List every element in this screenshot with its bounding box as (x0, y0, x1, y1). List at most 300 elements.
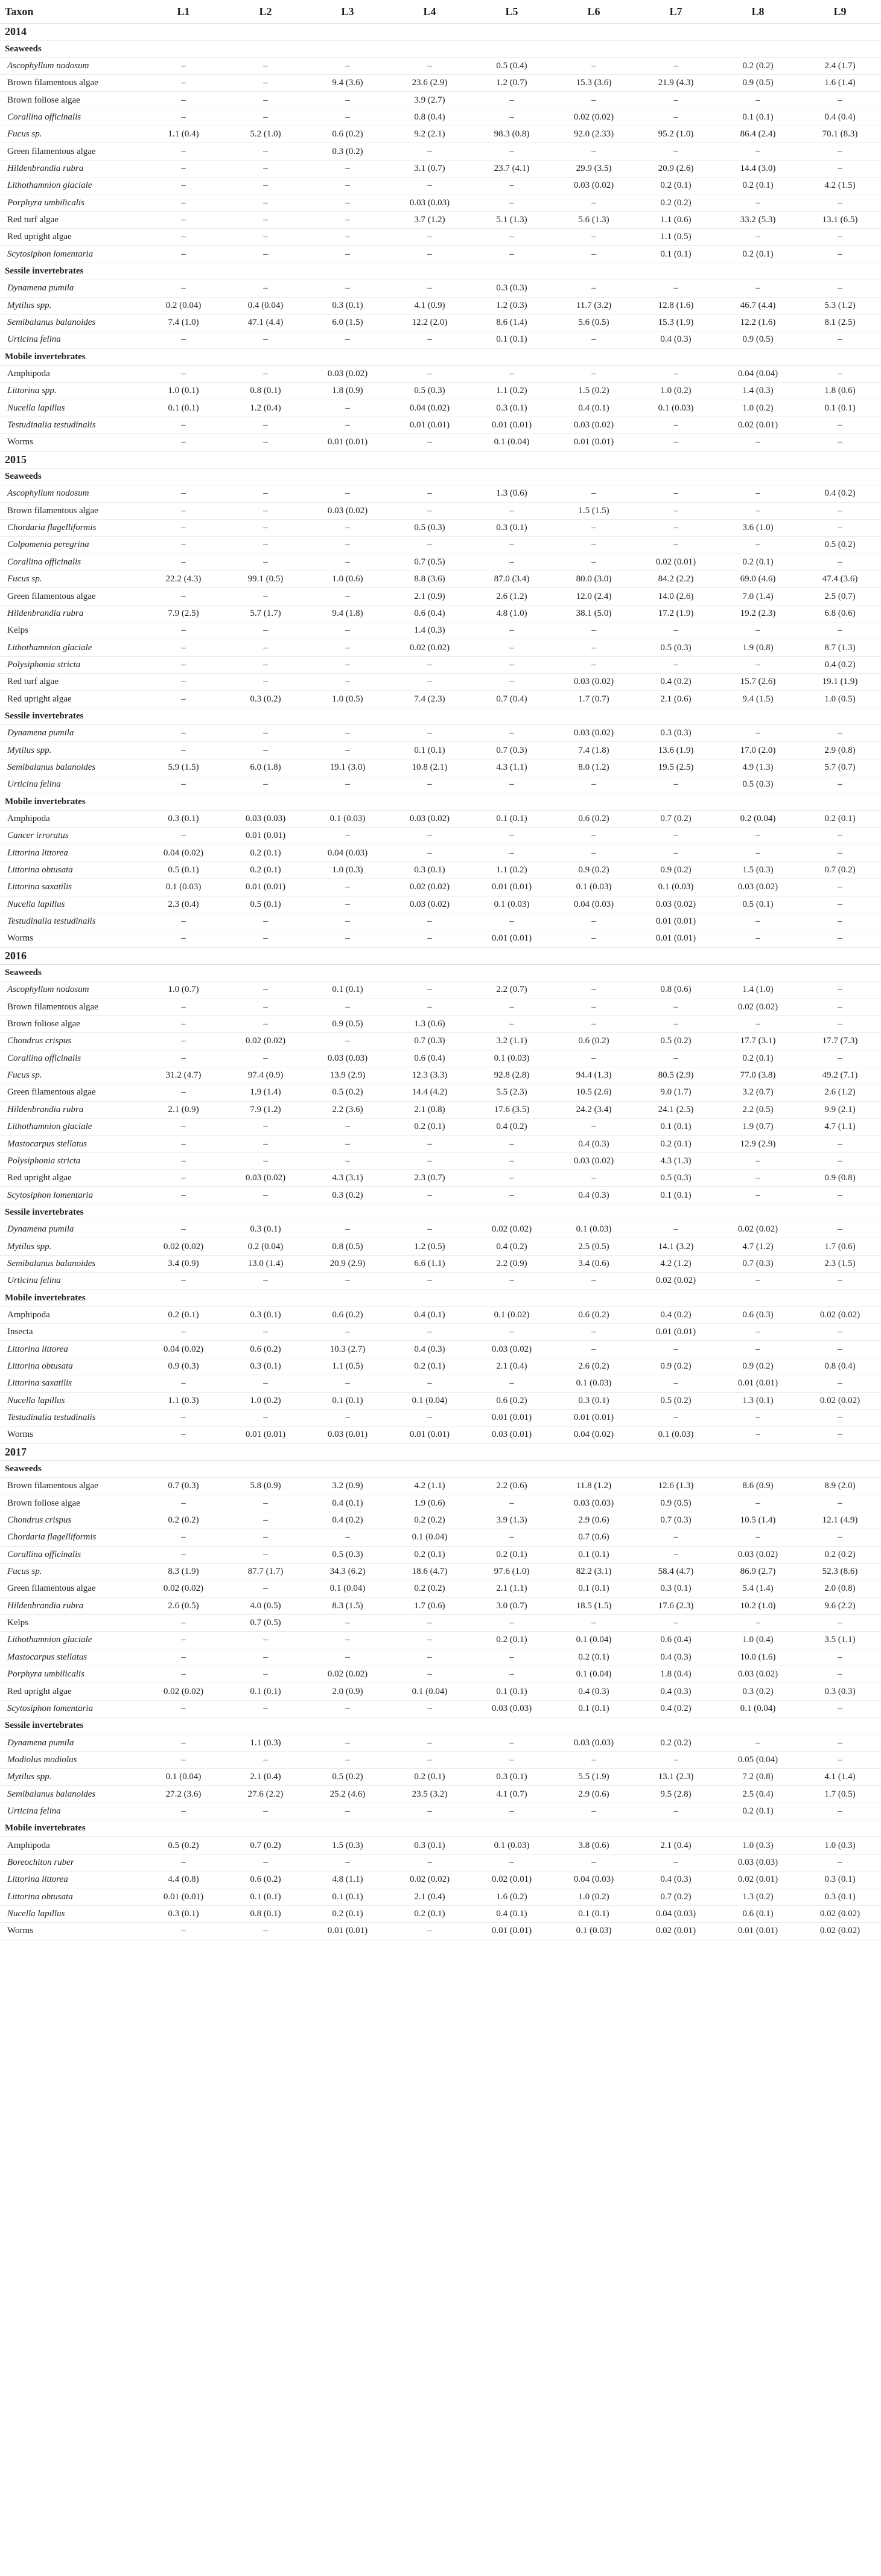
value-cell: 0.4 (0.3) (553, 1187, 635, 1204)
year-label: 2015 (0, 451, 881, 468)
value-cell: 0.1 (0.1) (553, 1700, 635, 1717)
value-cell: – (799, 879, 881, 896)
value-cell: 0.01 (0.01) (389, 1427, 471, 1443)
value-cell: – (224, 194, 307, 211)
table-row (0, 742, 881, 759)
value-cell: – (471, 109, 553, 126)
value-cell: – (224, 1136, 307, 1152)
taxon-cell: Brown foliose algae (0, 1015, 142, 1032)
value-cell: 0.2 (0.04) (142, 297, 224, 314)
value-cell: – (307, 1375, 389, 1392)
value-cell: 0.3 (0.2) (307, 1187, 389, 1204)
table-row (0, 1888, 881, 1905)
value-cell: 0.3 (0.2) (224, 691, 307, 708)
value-cell: – (142, 930, 224, 947)
value-cell: 2.9 (0.8) (799, 742, 881, 759)
value-cell: 8.6 (0.9) (717, 1478, 799, 1495)
value-cell: – (471, 1136, 553, 1152)
value-cell: 1.9 (0.7) (717, 1119, 799, 1136)
value-cell: 0.2 (0.2) (717, 57, 799, 74)
value-cell: 80.0 (3.0) (553, 571, 635, 588)
value-cell: – (799, 1324, 881, 1341)
value-cell: – (799, 999, 881, 1015)
value-cell: 0.1 (0.02) (471, 1306, 553, 1323)
value-cell: 0.4 (0.1) (471, 1905, 553, 1922)
value-cell: 0.01 (0.01) (471, 1409, 553, 1426)
value-cell: – (553, 1324, 635, 1341)
value-cell: – (224, 1512, 307, 1529)
value-cell: 0.1 (0.1) (307, 1392, 389, 1409)
value-cell: – (224, 57, 307, 74)
value-cell: 0.02 (0.02) (799, 1306, 881, 1323)
header-l4: L4 (389, 0, 471, 24)
value-cell: – (717, 845, 799, 861)
value-cell: 92.0 (2.33) (553, 126, 635, 143)
value-cell: 23.6 (2.9) (389, 75, 471, 92)
table-row (0, 314, 881, 331)
value-cell: – (389, 982, 471, 999)
table-row (0, 810, 881, 827)
taxon-cell: Nucella lapillus (0, 1905, 142, 1922)
taxon-cell: Fucus sp. (0, 1563, 142, 1580)
value-cell: 0.3 (0.2) (717, 1683, 799, 1700)
value-cell: 0.3 (0.2) (307, 143, 389, 160)
value-cell: 0.5 (0.2) (635, 1392, 717, 1409)
year-label: 2016 (0, 947, 881, 964)
value-cell: 2.3 (0.7) (389, 1170, 471, 1187)
taxon-cell: Littorina littorea (0, 1341, 142, 1358)
value-cell: – (717, 1427, 799, 1443)
value-cell: – (553, 1050, 635, 1067)
value-cell: 1.0 (0.4) (717, 1632, 799, 1649)
value-cell: 21.9 (4.3) (635, 75, 717, 92)
value-cell: – (717, 1170, 799, 1187)
value-cell: – (307, 1700, 389, 1717)
value-cell: – (142, 742, 224, 759)
value-cell: 0.2 (0.04) (224, 1238, 307, 1255)
value-cell: – (142, 1136, 224, 1152)
taxon-cell: Green filamentous algae (0, 588, 142, 605)
value-cell: 0.7 (0.2) (799, 861, 881, 878)
table-row (0, 1427, 881, 1443)
value-cell: 4.7 (1.2) (717, 1238, 799, 1255)
value-cell: – (389, 1649, 471, 1666)
value-cell: 1.0 (0.3) (799, 1837, 881, 1854)
value-cell: 0.2 (0.1) (224, 861, 307, 878)
value-cell: – (142, 776, 224, 793)
value-cell: 14.4 (4.2) (389, 1084, 471, 1101)
value-cell: – (224, 485, 307, 502)
value-cell: 0.8 (0.4) (799, 1358, 881, 1375)
value-cell: 12.2 (1.6) (717, 314, 799, 331)
value-cell: 0.3 (0.1) (635, 1580, 717, 1597)
value-cell: – (717, 1341, 799, 1358)
table-row (0, 1152, 881, 1169)
value-cell: – (553, 776, 635, 793)
value-cell: 23.5 (3.2) (389, 1786, 471, 1803)
value-cell: – (799, 229, 881, 246)
value-cell: 1.4 (0.3) (717, 383, 799, 400)
table-row (0, 1478, 881, 1495)
value-cell: 70.1 (8.3) (799, 126, 881, 143)
value-cell: – (799, 519, 881, 536)
section-row (0, 964, 881, 981)
taxon-cell: Cancer irroratus (0, 828, 142, 845)
section-label: Seaweeds (0, 468, 881, 485)
taxon-cell: Lithothamnion glaciale (0, 639, 142, 656)
value-cell: – (224, 1803, 307, 1820)
value-cell: – (471, 622, 553, 639)
value-cell: 13.1 (2.3) (635, 1769, 717, 1786)
value-cell: – (799, 725, 881, 742)
section-label: Sessile invertebrates (0, 1718, 881, 1734)
taxon-cell: Fucus sp. (0, 571, 142, 588)
value-cell: – (224, 1050, 307, 1067)
table-row (0, 622, 881, 639)
value-cell: – (307, 331, 389, 348)
value-cell: – (553, 194, 635, 211)
value-cell: – (799, 1273, 881, 1290)
value-cell: 0.02 (0.01) (635, 1923, 717, 1940)
value-cell: – (471, 1529, 553, 1546)
value-cell: 0.02 (0.02) (389, 1871, 471, 1888)
value-cell: – (799, 845, 881, 861)
value-cell: 4.1 (0.7) (471, 1786, 553, 1803)
value-cell: 0.7 (0.6) (553, 1529, 635, 1546)
section-label: Mobile invertebrates (0, 1290, 881, 1306)
value-cell: 3.8 (0.6) (553, 1837, 635, 1854)
value-cell: – (717, 194, 799, 211)
value-cell: – (307, 1409, 389, 1426)
value-cell: 1.4 (0.3) (389, 622, 471, 639)
value-cell: 7.2 (0.8) (717, 1769, 799, 1786)
value-cell: – (224, 109, 307, 126)
value-cell: 5.6 (1.3) (553, 211, 635, 228)
value-cell: 0.1 (0.04) (553, 1632, 635, 1649)
taxon-cell: Nucella lapillus (0, 1392, 142, 1409)
value-cell: – (717, 622, 799, 639)
value-cell: 14.4 (3.0) (717, 160, 799, 177)
value-cell: 69.0 (4.6) (717, 571, 799, 588)
table-row (0, 537, 881, 554)
value-cell: – (553, 1170, 635, 1187)
value-cell: 0.1 (0.1) (553, 1546, 635, 1563)
taxon-cell: Colpomenia peregrina (0, 537, 142, 554)
value-cell: 0.01 (0.01) (635, 913, 717, 930)
value-cell: 2.1 (0.6) (635, 691, 717, 708)
value-cell: – (307, 400, 389, 417)
value-cell: – (142, 1050, 224, 1067)
value-cell: – (799, 776, 881, 793)
value-cell: 0.04 (0.03) (553, 1871, 635, 1888)
value-cell: 0.1 (0.04) (717, 1700, 799, 1717)
value-cell: 0.3 (0.3) (471, 280, 553, 297)
value-cell: 0.2 (0.1) (799, 810, 881, 827)
value-cell: 3.2 (0.9) (307, 1478, 389, 1495)
value-cell: 0.03 (0.02) (389, 896, 471, 913)
value-cell: 0.4 (0.2) (635, 1306, 717, 1323)
value-cell: 33.2 (5.3) (717, 211, 799, 228)
value-cell: 0.7 (0.3) (471, 742, 553, 759)
value-cell: 0.2 (0.1) (389, 1358, 471, 1375)
table-row (0, 1255, 881, 1272)
value-cell: – (799, 1221, 881, 1238)
value-cell: 0.1 (0.04) (389, 1529, 471, 1546)
value-cell: 2.1 (0.9) (142, 1101, 224, 1118)
taxon-cell: Worms (0, 1923, 142, 1940)
value-cell: 2.4 (1.7) (799, 57, 881, 74)
taxon-cell: Littorina littorea (0, 1871, 142, 1888)
value-cell: 13.6 (1.9) (635, 742, 717, 759)
value-cell: 20.9 (2.6) (635, 160, 717, 177)
value-cell: 6.8 (0.6) (799, 605, 881, 622)
taxon-cell: Red upright algae (0, 691, 142, 708)
value-cell: – (142, 331, 224, 348)
value-cell: – (224, 1015, 307, 1032)
table-row (0, 365, 881, 382)
value-cell: 4.2 (1.2) (635, 1255, 717, 1272)
taxon-cell: Lithothamnion glaciale (0, 177, 142, 194)
table-row (0, 776, 881, 793)
value-cell: – (471, 845, 553, 861)
value-cell: 27.6 (2.2) (224, 1786, 307, 1803)
taxon-cell: Worms (0, 1427, 142, 1443)
value-cell: – (471, 828, 553, 845)
value-cell: 0.5 (0.3) (717, 776, 799, 793)
value-cell: 0.03 (0.02) (307, 365, 389, 382)
section-row (0, 1290, 881, 1306)
value-cell: – (717, 656, 799, 673)
value-cell: – (635, 1751, 717, 1768)
value-cell: 1.0 (0.5) (307, 691, 389, 708)
value-cell: – (471, 725, 553, 742)
value-cell: – (142, 1409, 224, 1426)
value-cell: – (224, 742, 307, 759)
value-cell: 0.3 (0.1) (224, 1221, 307, 1238)
value-cell: 10.5 (2.6) (553, 1084, 635, 1101)
value-cell: 52.3 (8.6) (799, 1563, 881, 1580)
value-cell: 24.2 (3.4) (553, 1101, 635, 1118)
value-cell: 84.2 (2.2) (635, 571, 717, 588)
value-cell: 8.6 (1.4) (471, 314, 553, 331)
value-cell: – (307, 622, 389, 639)
value-cell: 23.7 (4.1) (471, 160, 553, 177)
value-cell: 92.8 (2.8) (471, 1067, 553, 1084)
section-row (0, 793, 881, 810)
value-cell: 8.8 (3.6) (389, 571, 471, 588)
value-cell: – (553, 143, 635, 160)
value-cell: 4.4 (0.8) (142, 1871, 224, 1888)
value-cell: 0.6 (0.2) (471, 1392, 553, 1409)
value-cell: 0.1 (0.1) (471, 331, 553, 348)
value-cell: – (717, 930, 799, 947)
value-cell: – (553, 229, 635, 246)
value-cell: 9.9 (2.1) (799, 1101, 881, 1118)
value-cell: – (553, 1854, 635, 1871)
value-cell: – (389, 1273, 471, 1290)
value-cell: 1.5 (0.3) (307, 1837, 389, 1854)
table-row (0, 605, 881, 622)
value-cell: – (717, 1015, 799, 1032)
value-cell: 5.7 (1.7) (224, 605, 307, 622)
value-cell: 20.9 (2.9) (307, 1255, 389, 1272)
value-cell: 0.04 (0.04) (717, 365, 799, 382)
value-cell: – (142, 1221, 224, 1238)
value-cell: 0.1 (0.03) (553, 1221, 635, 1238)
value-cell: – (471, 1273, 553, 1290)
value-cell: 1.6 (1.4) (799, 75, 881, 92)
value-cell: 0.02 (0.02) (717, 1221, 799, 1238)
value-cell: – (389, 229, 471, 246)
value-cell: – (389, 1152, 471, 1169)
value-cell: – (389, 365, 471, 382)
value-cell: – (389, 434, 471, 451)
value-cell: 34.3 (6.2) (307, 1563, 389, 1580)
value-cell: 0.8 (0.4) (389, 109, 471, 126)
value-cell: 95.2 (1.0) (635, 126, 717, 143)
value-cell: – (553, 519, 635, 536)
value-cell: – (799, 502, 881, 519)
value-cell: – (799, 982, 881, 999)
table-row (0, 845, 881, 861)
value-cell: 0.2 (0.1) (635, 1136, 717, 1152)
value-cell: – (635, 776, 717, 793)
value-cell: 0.3 (0.3) (635, 725, 717, 742)
taxon-cell: Scytosiphon lomentaria (0, 1187, 142, 1204)
value-cell: 80.5 (2.9) (635, 1067, 717, 1084)
value-cell: 0.7 (0.5) (224, 1614, 307, 1631)
value-cell: – (224, 639, 307, 656)
value-cell: – (142, 1084, 224, 1101)
value-cell: 9.0 (1.7) (635, 1084, 717, 1101)
value-cell: – (471, 365, 553, 382)
taxon-cell: Hildenbrandia rubra (0, 1597, 142, 1614)
value-cell: – (142, 674, 224, 691)
value-cell: 4.1 (1.4) (799, 1769, 881, 1786)
section-label: Sessile invertebrates (0, 263, 881, 280)
value-cell: – (142, 639, 224, 656)
value-cell: 0.01 (0.01) (635, 930, 717, 947)
value-cell: 0.9 (0.2) (717, 1358, 799, 1375)
value-cell: – (553, 1273, 635, 1290)
taxon-cell: Worms (0, 930, 142, 947)
value-cell: – (799, 194, 881, 211)
taxon-cell: Dynamena pumila (0, 1221, 142, 1238)
table-row (0, 57, 881, 74)
value-cell: 0.2 (0.2) (635, 1734, 717, 1751)
taxon-cell: Polysiphonia stricta (0, 656, 142, 673)
value-cell: – (224, 229, 307, 246)
value-cell: 0.4 (0.4) (799, 109, 881, 126)
value-cell: – (389, 930, 471, 947)
value-cell: 0.5 (0.3) (389, 519, 471, 536)
taxon-cell: Dynamena pumila (0, 1734, 142, 1751)
value-cell: 0.4 (0.3) (553, 1136, 635, 1152)
value-cell: – (142, 1273, 224, 1290)
value-cell: – (553, 485, 635, 502)
value-cell: – (717, 1495, 799, 1512)
value-cell: – (142, 280, 224, 297)
value-cell: – (389, 656, 471, 673)
table-row (0, 1871, 881, 1888)
value-cell: 0.7 (0.2) (635, 1888, 717, 1905)
value-cell: – (635, 485, 717, 502)
value-cell: – (142, 554, 224, 570)
value-cell: 0.1 (0.1) (307, 982, 389, 999)
table-row (0, 1119, 881, 1136)
value-cell: – (142, 417, 224, 433)
value-cell: – (389, 57, 471, 74)
value-cell: 0.7 (0.5) (389, 554, 471, 570)
value-cell: – (635, 92, 717, 109)
taxon-cell: Chordaria flagelliformis (0, 519, 142, 536)
value-cell: 0.2 (0.1) (389, 1546, 471, 1563)
value-cell: 0.9 (0.5) (717, 331, 799, 348)
value-cell: – (224, 1923, 307, 1940)
value-cell: 77.0 (3.8) (717, 1067, 799, 1084)
taxon-cell: Testudinalia testudinalis (0, 1409, 142, 1426)
value-cell: 0.5 (0.2) (635, 1033, 717, 1050)
value-cell: 0.01 (0.01) (471, 417, 553, 433)
value-cell: 0.3 (0.1) (553, 1392, 635, 1409)
year-row (0, 1443, 881, 1460)
value-cell: 86.9 (2.7) (717, 1563, 799, 1580)
value-cell: – (142, 1734, 224, 1751)
value-cell: 0.03 (0.02) (553, 177, 635, 194)
value-cell: – (142, 194, 224, 211)
value-cell: 10.8 (2.1) (389, 759, 471, 776)
value-cell: – (142, 485, 224, 502)
value-cell: 0.7 (0.3) (635, 1512, 717, 1529)
value-cell: 0.02 (0.01) (717, 417, 799, 433)
value-cell: 0.02 (0.02) (142, 1238, 224, 1255)
value-cell: 0.3 (0.1) (471, 519, 553, 536)
value-cell: – (142, 913, 224, 930)
value-cell: – (635, 519, 717, 536)
value-cell: 31.2 (4.7) (142, 1067, 224, 1084)
value-cell: 9.2 (2.1) (389, 126, 471, 143)
value-cell: – (224, 1649, 307, 1666)
value-cell: 18.6 (4.7) (389, 1563, 471, 1580)
value-cell: 0.9 (0.8) (799, 1170, 881, 1187)
value-cell: 0.9 (0.5) (307, 1015, 389, 1032)
taxon-cell: Mytilus spp. (0, 742, 142, 759)
value-cell: – (717, 92, 799, 109)
section-label: Sessile invertebrates (0, 1204, 881, 1221)
value-cell: – (224, 1666, 307, 1683)
value-cell: – (471, 1734, 553, 1751)
value-cell: 0.1 (0.04) (389, 1683, 471, 1700)
value-cell: 0.3 (0.1) (224, 1306, 307, 1323)
value-cell: – (142, 1614, 224, 1631)
table-row (0, 211, 881, 228)
taxon-cell: Green filamentous algae (0, 1580, 142, 1597)
table-row (0, 571, 881, 588)
value-cell: 1.0 (0.5) (799, 691, 881, 708)
value-cell: – (635, 999, 717, 1015)
value-cell: 0.01 (0.01) (717, 1923, 799, 1940)
value-cell: 0.4 (0.04) (224, 297, 307, 314)
value-cell: 0.01 (0.01) (224, 1427, 307, 1443)
value-cell: – (471, 194, 553, 211)
value-cell: – (635, 537, 717, 554)
taxon-cell: Nucella lapillus (0, 400, 142, 417)
value-cell: 5.9 (1.5) (142, 759, 224, 776)
value-cell: – (635, 1803, 717, 1820)
value-cell: – (224, 1751, 307, 1768)
table-row (0, 1221, 881, 1238)
value-cell: 1.8 (0.9) (307, 383, 389, 400)
